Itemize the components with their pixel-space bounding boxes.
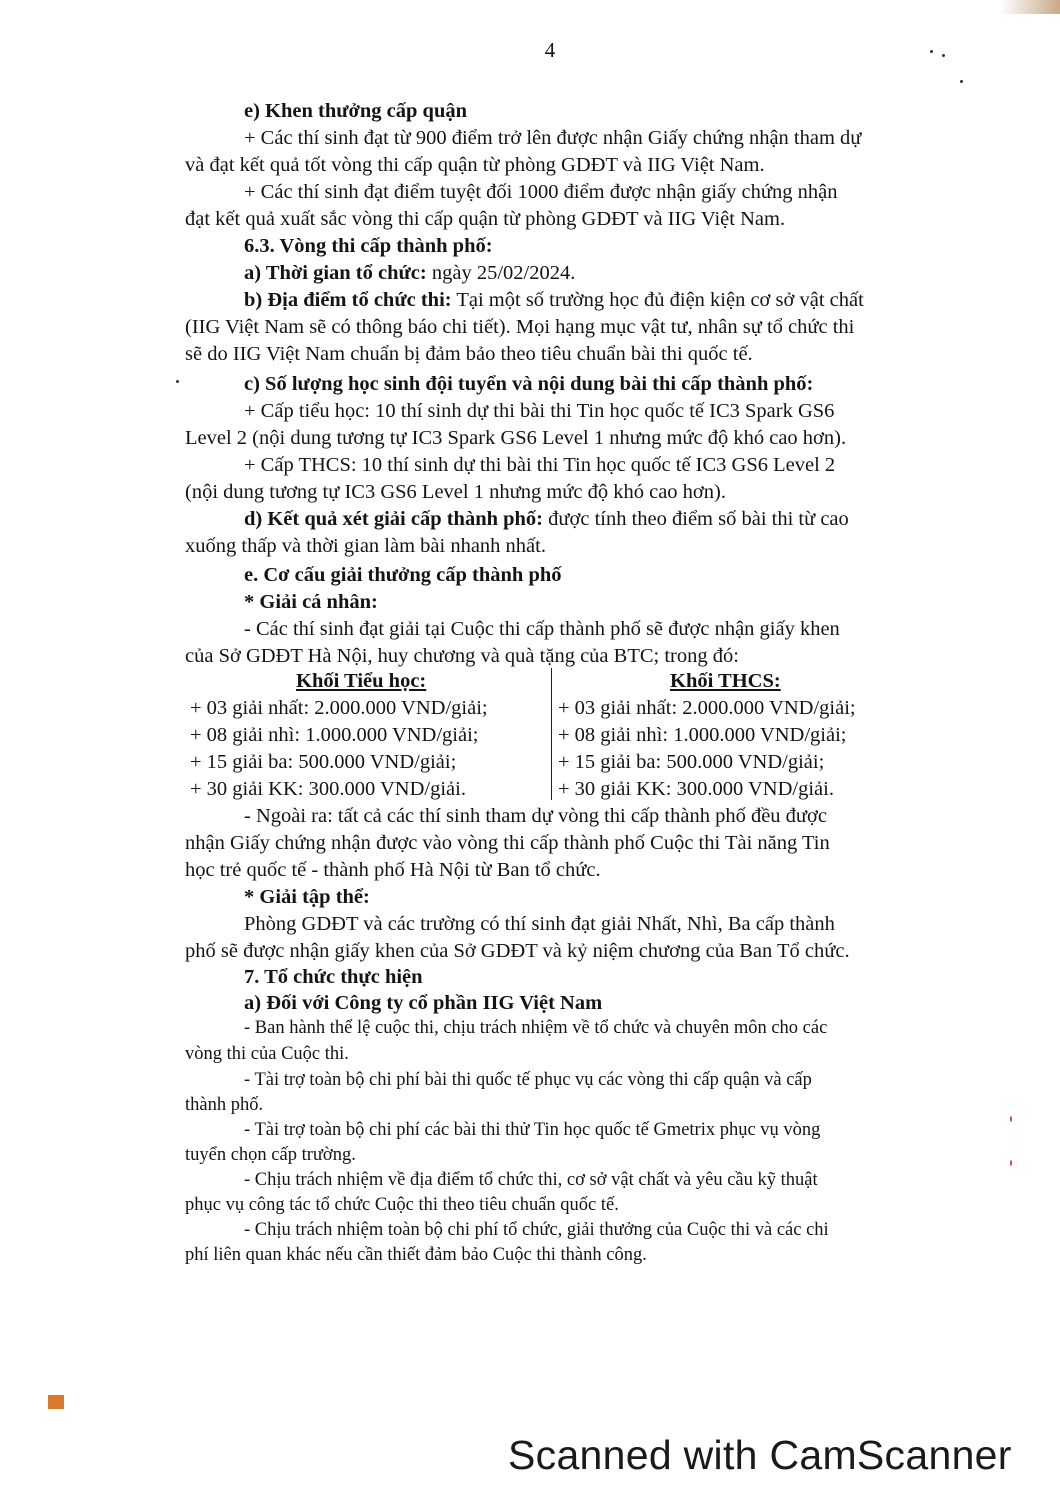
paragraph-line: vòng thi của Cuộc thi.: [185, 1044, 349, 1064]
prize-row-primary: + 03 giải nhất: 2.000.000 VND/giải;: [190, 697, 488, 719]
scan-speck: [1010, 1160, 1012, 1166]
paragraph-line: phục vụ công tác tổ chức Cuộc thi theo tiêu chuẩn quốc tế.: [185, 1195, 619, 1215]
paragraph-line: của Sở GDĐT Hà Nội, huy chương và quà tặng của BTC; trong đó:: [185, 645, 739, 667]
paragraph-line: thành phố.: [185, 1095, 264, 1115]
prize-row-primary: + 30 giải KK: 300.000 VND/giải.: [190, 778, 466, 800]
prize-table-secondary-header: Khối THCS:: [670, 670, 781, 692]
label-organization-time: a) Thời gian tổ chức:: [244, 262, 427, 284]
prize-row-secondary: + 03 giải nhất: 2.000.000 VND/giải;: [558, 697, 856, 719]
label-result-ranking: d) Kết quả xét giải cấp thành phố:: [244, 508, 544, 530]
paragraph-line: - Ngoài ra: tất cả các thí sinh tham dự vòng thi cấp thành phố đều được: [244, 805, 827, 827]
prize-row-secondary: + 30 giải KK: 300.000 VND/giải.: [558, 778, 834, 800]
paragraph-line: và đạt kết quả tốt vòng thi cấp quận từ phòng GDĐT và IIG Việt Nam.: [185, 154, 765, 176]
prize-table-divider: [551, 668, 552, 800]
scan-speck: [942, 54, 945, 57]
paragraph-line: Level 2 (nội dung tương tự IC3 Spark GS6 Level 1 nhưng mức độ khó cao hơn).: [185, 427, 847, 449]
paragraph-line: đạt kết quả xuất sắc vòng thi cấp quận từ phòng GDĐT và IIG Việt Nam.: [185, 208, 786, 230]
heading-prize-structure: e. Cơ cấu giải thưởng cấp thành phố: [244, 564, 562, 586]
scan-speck: [1010, 1116, 1012, 1122]
camscanner-watermark: Scanned with CamScanner: [508, 1432, 1012, 1478]
scan-speck: [930, 50, 933, 53]
heading-collective-prize: * Giải tập thể:: [244, 886, 370, 908]
paragraph-line: [244, 506, 849, 532]
paragraph-line: phí liên quan khác nếu cần thiết đảm bảo Cuộc thi thành công.: [185, 1245, 647, 1265]
paragraph-line: xuống thấp và thời gian làm bài nhanh nhất.: [185, 535, 546, 557]
heading-team-count: c) Số lượng học sinh đội tuyển và nội dung bài thi cấp thành phố:: [244, 373, 814, 395]
paragraph-line: + Các thí sinh đạt điểm tuyệt đối 1000 điểm được nhận giấy chứng nhận: [244, 181, 838, 203]
label-exam-venue: b) Địa điểm tổ chức thi:: [244, 289, 452, 311]
paragraph-line: nhận Giấy chứng nhận được vào vòng thi cấp thành phố Cuộc thi Tài năng Tin: [185, 832, 830, 854]
paragraph-line: - Tài trợ toàn bộ chi phí bài thi quốc tế phục vụ các vòng thi cấp quận và cấp: [244, 1070, 812, 1090]
heading-district-awards: e) Khen thưởng cấp quận: [244, 100, 468, 122]
scan-edge-shadow: [1000, 0, 1060, 14]
paragraph-line: [244, 260, 575, 286]
paragraph-line: (nội dung tương tự IC3 GS6 Level 1 nhưng mức độ khó cao hơn).: [185, 481, 726, 503]
paragraph-line: + Các thí sinh đạt từ 900 điểm trở lên được nhận Giấy chứng nhận tham dự: [244, 127, 862, 149]
paragraph-line: - Ban hành thể lệ cuộc thi, chịu trách nhiệm về tổ chức và chuyên môn cho các: [244, 1018, 828, 1038]
paragraph-line: [244, 287, 864, 313]
scan-speck: [176, 380, 179, 383]
paragraph-line: - Tài trợ toàn bộ chi phí các bài thi thử Tin học quốc tế Gmetrix phục vụ vòng: [244, 1120, 821, 1140]
paragraph-line: + Cấp THCS: 10 thí sinh dự thi bài thi Tin học quốc tế IC3 GS6 Level 2: [244, 454, 836, 476]
heading-city-round: 6.3. Vòng thi cấp thành phố:: [244, 235, 493, 257]
value-exam-venue: Tại một số trường học đủ điện kiện cơ sở vật chất: [451, 289, 864, 311]
paragraph-line: (IIG Việt Nam sẽ có thông báo chi tiết). Mọi hạng mục vật tư, nhân sự tổ chức thi: [185, 316, 855, 338]
paragraph-line: học trẻ quốc tế - thành phố Hà Nội từ Ban tổ chức.: [185, 859, 601, 881]
scan-edge-mark: [48, 1395, 64, 1409]
heading-implementation: 7. Tổ chức thực hiện: [244, 966, 423, 988]
prize-row-primary: + 15 giải ba: 500.000 VND/giải;: [190, 751, 457, 773]
paragraph-line: + Cấp tiểu học: 10 thí sinh dự thi bài thi Tin học quốc tế IC3 Spark GS6: [244, 400, 835, 422]
value-organization-time: ngày 25/02/2024.: [426, 262, 576, 284]
prize-row-secondary: + 08 giải nhì: 1.000.000 VND/giải;: [558, 724, 847, 746]
page-number: 4: [544, 38, 556, 62]
prize-row-secondary: + 15 giải ba: 500.000 VND/giải;: [558, 751, 825, 773]
prize-row-primary: + 08 giải nhì: 1.000.000 VND/giải;: [190, 724, 479, 746]
scan-speck: [960, 80, 963, 83]
paragraph-line: - Chịu trách nhiệm toàn bộ chi phí tổ chức, giải thưởng của Cuộc thi và các chi: [244, 1220, 829, 1240]
paragraph-line: tuyển chọn cấp trường.: [185, 1145, 356, 1165]
paragraph-line: sẽ do IIG Việt Nam chuẩn bị đảm bảo theo tiêu chuẩn bài thi quốc tế.: [185, 343, 753, 365]
heading-individual-prize: * Giải cá nhân:: [244, 591, 378, 613]
heading-iig-company: a) Đối với Công ty cổ phần IIG Việt Nam: [244, 992, 603, 1014]
prize-table-primary-header: Khối Tiểu học:: [296, 670, 427, 692]
paragraph-line: Phòng GDĐT và các trường có thí sinh đạt giải Nhất, Nhì, Ba cấp thành: [244, 913, 835, 935]
paragraph-line: - Các thí sinh đạt giải tại Cuộc thi cấp thành phố sẽ được nhận giấy khen: [244, 618, 840, 640]
value-result-ranking: được tính theo điểm số bài thi từ cao: [543, 508, 849, 530]
paragraph-line: - Chịu trách nhiệm về địa điểm tổ chức thi, cơ sở vật chất và yêu cầu kỹ thuật: [244, 1170, 818, 1190]
paragraph-line: phố sẽ được nhận giấy khen của Sở GDĐT và kỷ niệm chương của Ban Tổ chức.: [185, 940, 850, 962]
